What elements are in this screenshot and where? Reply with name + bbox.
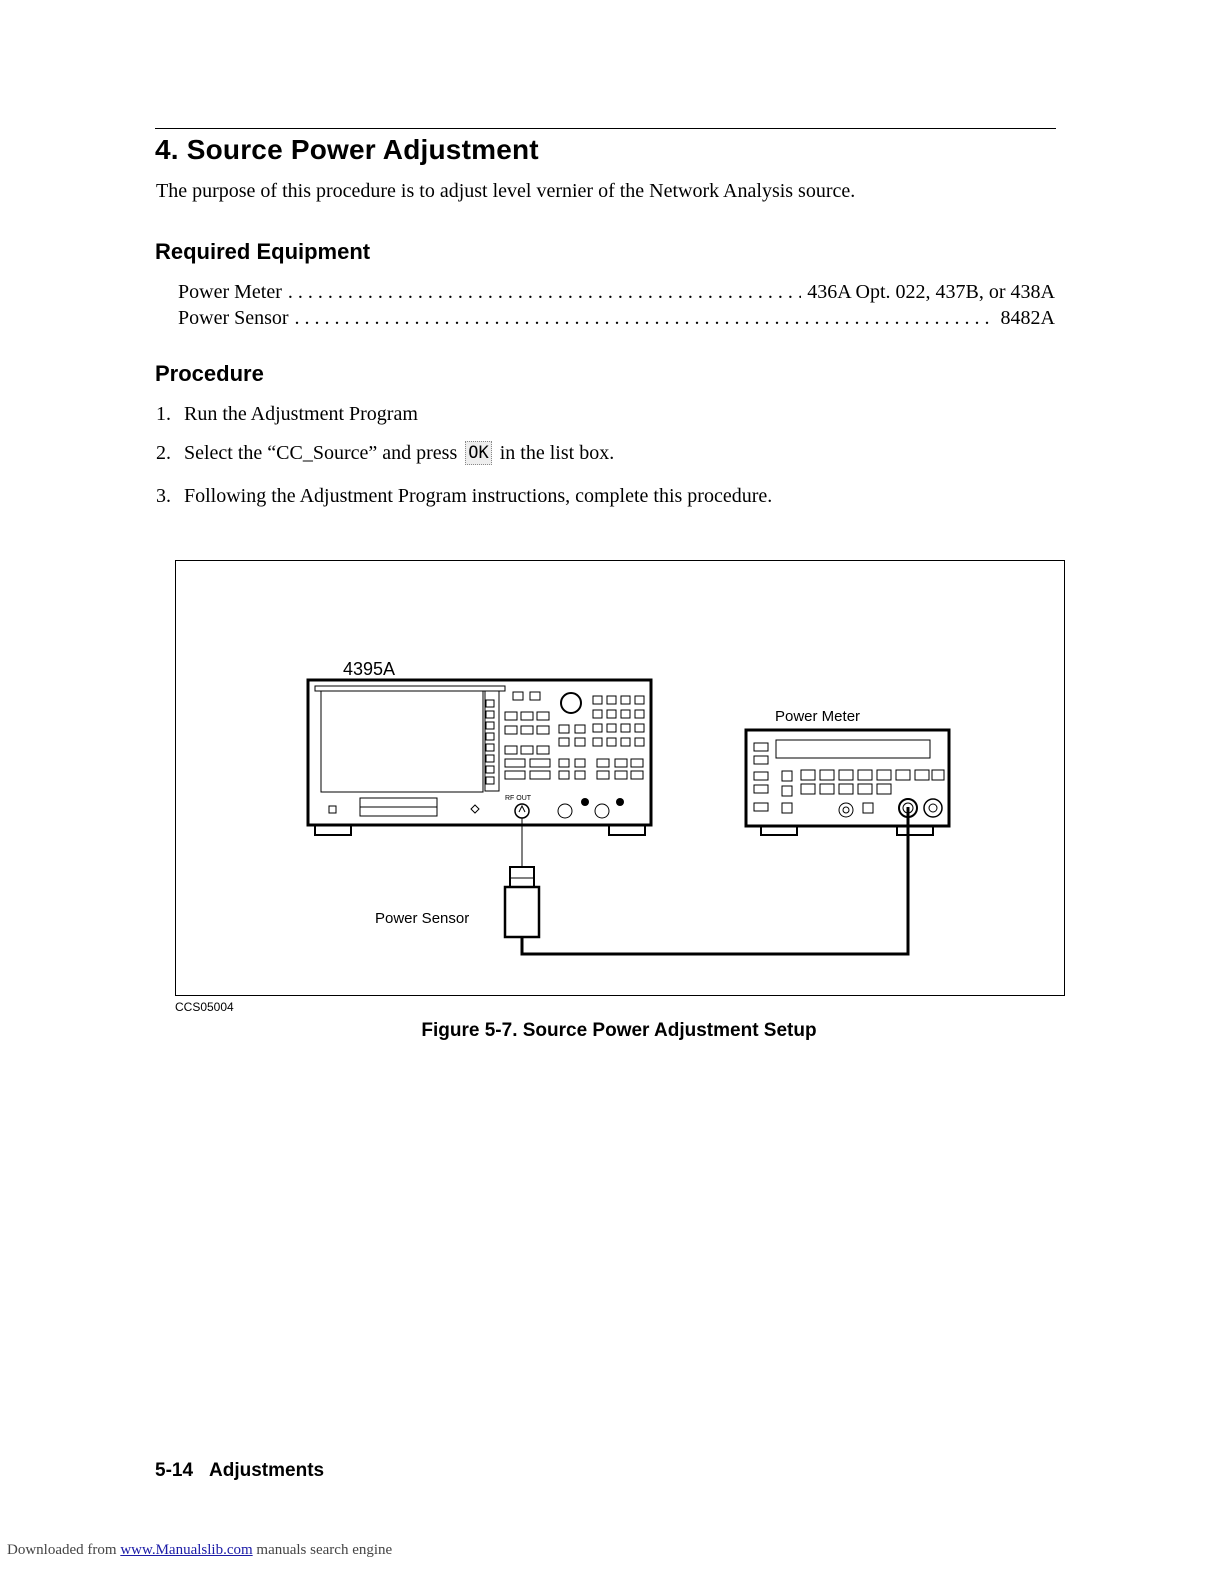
power-meter [746,708,949,835]
rf-out-label: RF OUT [505,795,532,802]
procedure-heading: Procedure [155,361,264,386]
figure-code: CCS05004 [175,1000,234,1014]
intro-paragraph: The purpose of this procedure is to adjust level vernier of the Network Analysis source. [156,180,856,202]
analyzer-label: 4395A [343,659,396,679]
equipment-row-power-meter [178,281,1055,304]
page-number: 5-14 [155,1460,194,1481]
sensor-cable [522,807,908,954]
step-text: Run the Adjustment Program [184,403,418,425]
front-panel-keys [505,692,644,779]
softkey-column [486,700,494,784]
procedure-step-3 [156,485,772,508]
top-rule [155,128,1056,129]
equipment-model: 436A Opt. 022, 437B, or 438A [807,281,1055,303]
leader-dots [288,281,801,304]
procedure-step-1 [156,403,418,426]
required-equipment-heading: Required Equipment [155,239,371,264]
power-meter-label: Power Meter [775,708,861,725]
footer-section: Adjustments [209,1460,325,1481]
step-text-post: in the list box. [499,442,615,464]
procedure-step-2 [156,441,614,465]
step-text: Following the Adjustment Program instructions, complete this procedure. [184,485,773,507]
download-suffix: manuals search engine [256,1542,393,1558]
page-footer [155,1460,324,1482]
power-switch [329,806,336,813]
rotary-knob [561,693,581,713]
analyzer-body [308,680,651,825]
figure-caption: Figure 5-7. Source Power Adjustment Setup [421,1020,817,1041]
step-number: 2. [156,442,171,464]
download-prefix: Downloaded from [7,1542,117,1558]
equipment-model: 8482A [1000,307,1055,329]
equipment-name: Power Sensor [178,307,289,329]
power-sensor [375,806,908,954]
power-sensor-label: Power Sensor [375,910,470,927]
setup-diagram [175,560,1065,996]
sensor-connector [510,867,534,887]
section-title: 4. Source Power Adjustment [155,134,539,165]
step-number: 1. [156,403,171,425]
power-meter-display [776,740,930,758]
equipment-row-power-sensor [178,307,1055,330]
ok-softkey: OK [465,441,491,465]
step-text-pre: Select the “CC_Source” and press [184,442,458,464]
step-number: 3. [156,485,171,507]
download-banner [7,1542,392,1559]
network-analyzer [308,659,651,835]
leader-dots [295,307,995,330]
analyzer-screen [321,691,483,792]
sensor-body [505,887,539,937]
manualslib-link[interactable]: www.Manualslib.com [120,1542,253,1558]
equipment-name: Power Meter [178,281,282,303]
